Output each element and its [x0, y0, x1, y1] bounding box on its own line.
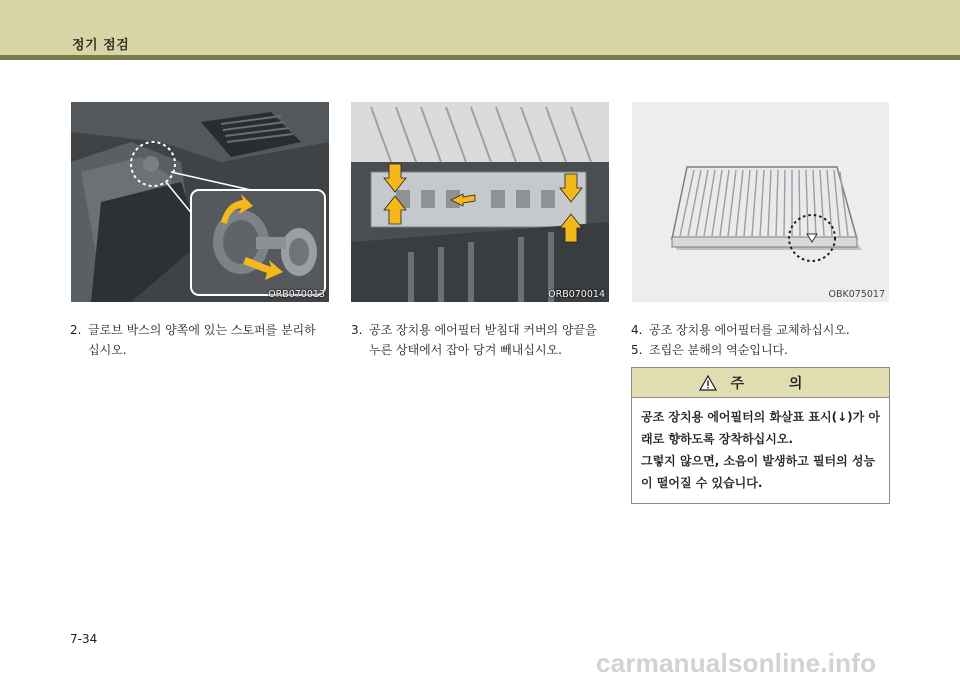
- step-text: 글로브 박스의 양쪽에 있는 스토퍼를 분리하: [88, 323, 316, 337]
- caution-title: 주 의: [730, 375, 823, 392]
- step-text: 조립은 분해의 역순입니다.: [649, 343, 788, 357]
- figure-filter-cover: [351, 102, 609, 302]
- caution-line: 래로 향하도록 장착하십시오.: [641, 432, 794, 446]
- watermark: carmanualsonline.info: [596, 648, 877, 678]
- step-3: [351, 320, 621, 360]
- caution-body: [632, 398, 889, 494]
- step-number: 2.: [70, 323, 82, 337]
- caution-line: 그렇지 않으면, 소음이 발생하고 필터의 성능: [641, 454, 876, 468]
- step-5: [631, 340, 901, 360]
- step-number: 4.: [631, 323, 643, 337]
- figure-code: ORB070013: [268, 289, 325, 300]
- caution-line: 이 떨어질 수 있습니다.: [641, 476, 763, 490]
- step-text: 공조 장치용 에어필터 받침대 커버의 양끝을: [369, 323, 597, 337]
- filter-cover-illustration: [351, 102, 609, 302]
- step-number: 5.: [631, 343, 643, 357]
- header-rule: [0, 55, 960, 60]
- glove-box-illustration: [71, 102, 329, 302]
- step-text-continued: 십시오.: [88, 343, 127, 357]
- air-filter-illustration: [632, 102, 889, 302]
- figure-code: OBK075017: [828, 289, 885, 300]
- step-2: [70, 320, 335, 360]
- caution-header: [632, 368, 889, 398]
- figure-air-filter: [632, 102, 889, 302]
- section-title: 정기 점검: [72, 38, 130, 53]
- caution-box: [631, 367, 890, 504]
- figure-glove-box-stopper: [71, 102, 329, 302]
- caution-line: 공조 장치용 에어필터의 화살표 표시(↓)가 아: [641, 410, 880, 424]
- step-4: [631, 320, 901, 340]
- page-number: 7-34: [70, 632, 98, 646]
- header-band: [0, 0, 960, 55]
- warning-triangle-icon: [699, 375, 717, 391]
- figure-code: ORB070014: [548, 289, 605, 300]
- step-text: 공조 장치용 에어필터를 교체하십시오.: [649, 323, 850, 337]
- step-text-continued: 누른 상태에서 잡아 당겨 빼내십시오.: [369, 343, 562, 357]
- step-number: 3.: [351, 323, 363, 337]
